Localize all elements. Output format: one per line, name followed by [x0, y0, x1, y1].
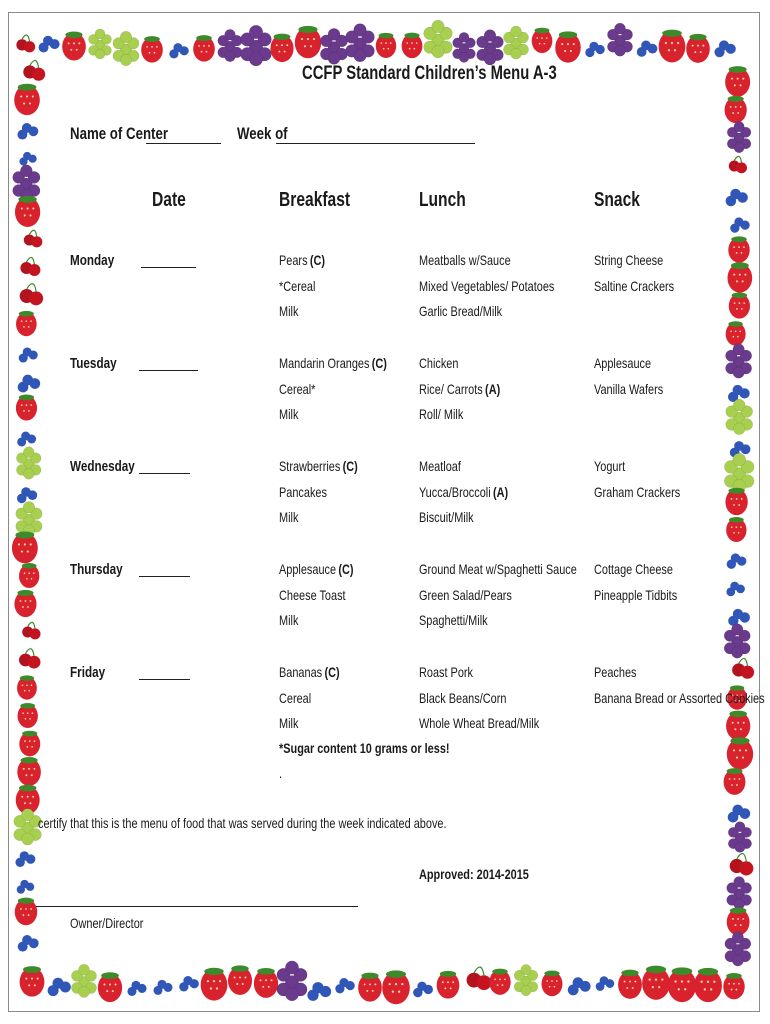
breakfast-item-text: Mandarin Oranges — [279, 355, 370, 371]
breakfast-item — [279, 484, 327, 500]
lunch-item — [419, 587, 512, 603]
lunch-item — [419, 484, 508, 500]
date-entry-line[interactable] — [139, 576, 190, 577]
snack-item: Applesauce — [594, 355, 652, 371]
food-component-tag: (C) — [309, 252, 326, 268]
breakfast-item — [279, 278, 315, 294]
snack-item: Banana Bread or Assorted Cookies — [594, 689, 765, 706]
breakfast-item-text: *Cereal — [279, 277, 316, 294]
week-of-line[interactable] — [276, 143, 475, 144]
food-component-tag: (C) — [324, 664, 340, 680]
center-name-label: Name of Center — [70, 124, 168, 143]
lunch-item — [419, 458, 461, 474]
snack-item: Saltine Crackers — [594, 277, 675, 294]
lunch-item-text: Spaghetti/Milk — [419, 612, 488, 628]
food-component-tag: (C) — [342, 458, 358, 474]
week-of-label: Week of — [237, 124, 288, 143]
date-entry-line[interactable] — [141, 267, 196, 268]
column-header-lunch: Lunch — [419, 189, 466, 211]
breakfast-item-text: Applesauce — [279, 561, 337, 577]
lunch-item — [419, 509, 474, 525]
lunch-item-text: Roll/ Milk — [419, 406, 464, 422]
lunch-item-text: Yucca/Broccoli — [419, 483, 491, 500]
lunch-item-text: Green Salad/Pears — [419, 586, 512, 603]
signature-line[interactable] — [36, 906, 358, 907]
lunch-item — [419, 303, 502, 319]
day-name: Friday — [70, 664, 106, 681]
breakfast-item — [279, 715, 298, 731]
date-entry-line[interactable] — [139, 473, 190, 474]
lunch-item — [419, 252, 511, 268]
certification-statement: certify that this is the menu of food that was served during the week indicated above. — [38, 815, 447, 831]
lunch-item — [419, 278, 554, 294]
breakfast-item — [279, 381, 315, 397]
lunch-item — [419, 664, 473, 680]
lunch-item — [419, 690, 506, 706]
breakfast-item-text: Pears — [279, 252, 308, 268]
snack-item: String Cheese — [594, 252, 664, 268]
food-component-tag: (A) — [492, 483, 509, 500]
lunch-item — [419, 381, 500, 397]
lunch-item-text: Meatloaf — [419, 458, 461, 474]
snack-item: Graham Crackers — [594, 483, 681, 500]
day-name: Tuesday — [70, 355, 117, 372]
lunch-item-text: Garlic Bread/Milk — [419, 303, 503, 319]
breakfast-item-text: Cereal — [279, 689, 312, 706]
column-header-breakfast: Breakfast — [279, 189, 351, 211]
lunch-item — [419, 406, 463, 422]
snack-item: Cottage Cheese — [594, 561, 673, 577]
breakfast-item — [279, 664, 340, 680]
breakfast-item-text: Milk — [279, 509, 299, 525]
breakfast-item-text: Milk — [279, 612, 299, 628]
breakfast-item — [279, 458, 358, 474]
lunch-item-text: Mixed Vegetables/ Potatoes — [419, 277, 555, 294]
snack-item: Pineapple Tidbits — [594, 586, 678, 603]
approved-years: Approved: 2014-2015 — [419, 866, 529, 882]
breakfast-item-text: Bananas — [279, 664, 323, 680]
breakfast-item — [279, 252, 325, 268]
lunch-item-text: Black Beans/Corn — [419, 689, 507, 706]
breakfast-item-text: Cheese Toast — [279, 586, 346, 603]
breakfast-item-text: Cereal* — [279, 380, 316, 397]
lunch-item — [419, 612, 488, 628]
date-entry-line[interactable] — [139, 679, 190, 680]
column-header-date: Date — [152, 189, 186, 211]
breakfast-item — [279, 612, 298, 628]
breakfast-item — [279, 355, 387, 371]
sugar-note: *Sugar content 10 grams or less! — [279, 740, 450, 756]
lunch-item-text: Roast Pork — [419, 664, 474, 680]
menu-title: CCFP Standard Children’s Menu A-3 — [302, 63, 557, 84]
lunch-item — [419, 355, 458, 371]
lunch-item-text: Ground Meat w/Spaghetti Sauce — [419, 561, 577, 577]
food-component-tag: (C) — [338, 561, 354, 577]
signature-label: Owner/Director — [70, 915, 144, 931]
food-component-tag: (A) — [485, 380, 501, 397]
breakfast-item-text: Strawberries — [279, 458, 341, 474]
snack-item: Vanilla Wafers — [594, 380, 664, 397]
lunch-item — [419, 715, 539, 731]
date-entry-line[interactable] — [139, 370, 198, 371]
breakfast-item — [279, 561, 354, 577]
breakfast-item — [279, 509, 298, 525]
day-name: Wednesday — [70, 458, 135, 475]
breakfast-item — [279, 587, 346, 603]
snack-item: Peaches — [594, 664, 637, 680]
breakfast-item — [279, 406, 298, 422]
center-name-line[interactable] — [146, 143, 221, 144]
stray-dot: . — [279, 765, 283, 781]
lunch-item-text: Rice/ Carrots — [419, 380, 483, 397]
breakfast-item-text: Pancakes — [279, 483, 327, 500]
breakfast-item-text: Milk — [279, 406, 299, 422]
breakfast-item — [279, 690, 311, 706]
lunch-item-text: Biscuit/Milk — [419, 509, 474, 525]
breakfast-item-text: Milk — [279, 303, 299, 319]
lunch-item-text: Meatballs w/Sauce — [419, 252, 511, 268]
snack-item: Yogurt — [594, 458, 626, 474]
food-component-tag: (C) — [371, 355, 387, 371]
breakfast-item — [279, 303, 298, 319]
day-name: Thursday — [70, 561, 123, 578]
day-name: Monday — [70, 252, 115, 269]
column-header-snack: Snack — [594, 189, 640, 211]
lunch-item-text: Chicken — [419, 355, 459, 371]
breakfast-item-text: Milk — [279, 715, 299, 731]
lunch-item-text: Whole Wheat Bread/Milk — [419, 715, 540, 731]
lunch-item — [419, 561, 577, 577]
